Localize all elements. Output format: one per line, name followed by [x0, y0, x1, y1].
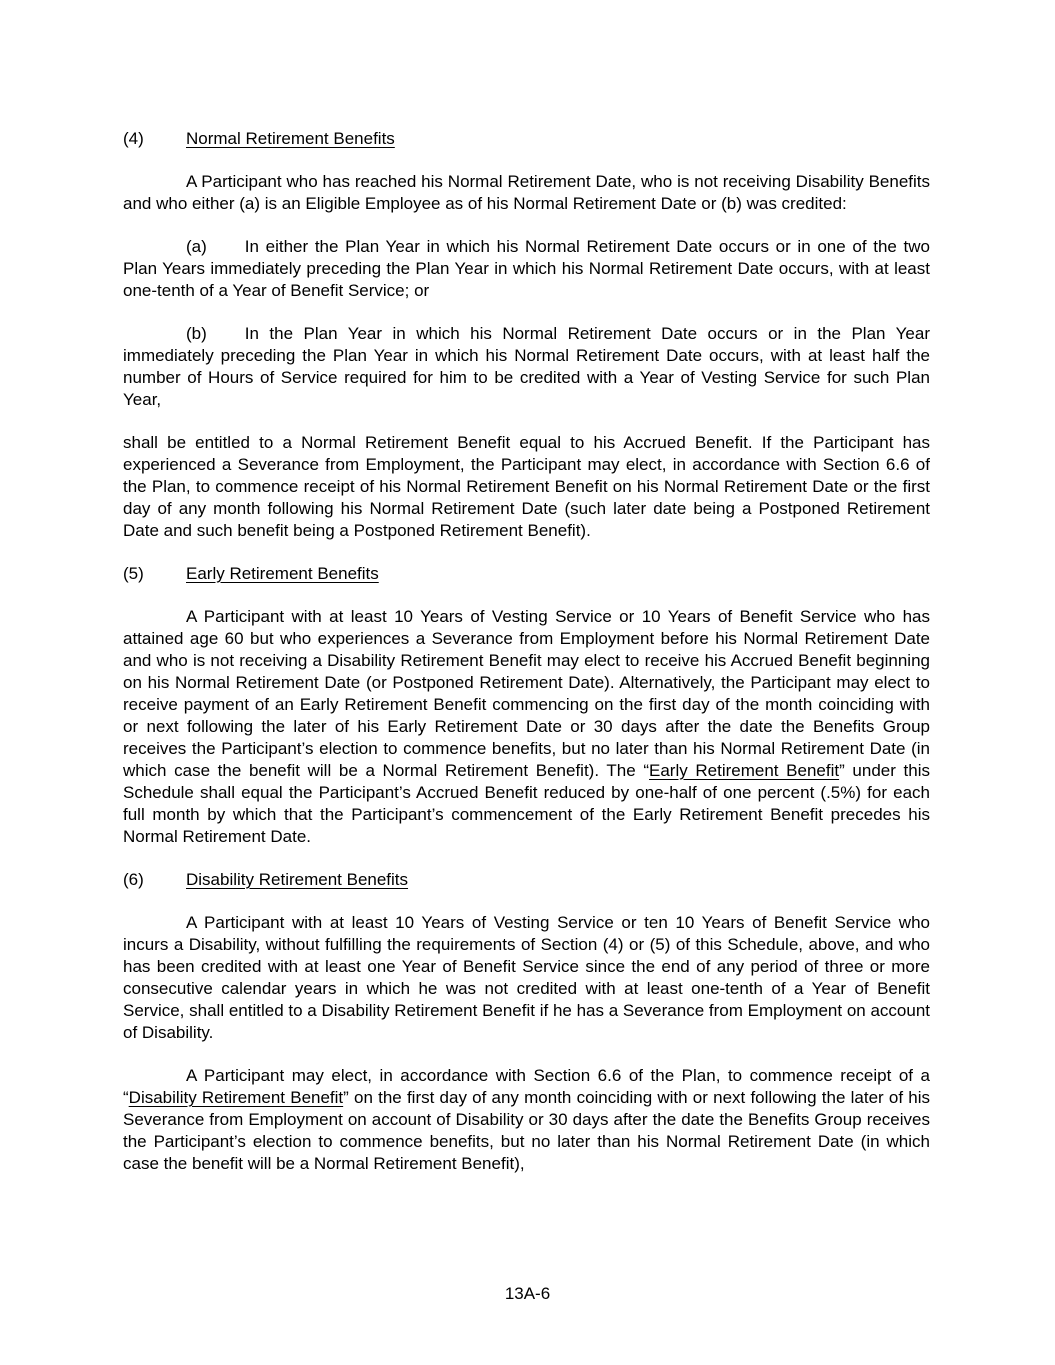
paragraph-text: A Participant with at least 10 Years of Vesting Service or 10 Years of Benefit Service who has attained age 60 but who experiences a Severance from Employment before his Normal Retirement Date and who is not receiving a Disability Retirement Benefit may elect to receive his Accrued Benefit beginning on his Normal Retirement Date (or Postponed Retirement Date). Alternatively, the Participant may elect to receive payment of an Early Retirement Benefit commencing on the first day of the month coinciding with or next following the later of his Early Retirement Date or 30 days after the date the Benefits Group receives the Participant’s election to commence benefits, but no later than his Normal Retirement Date (in which case the benefit will be a Normal Retirement Benefit). The “: [123, 607, 930, 780]
section-4-closing-paragraph: shall be entitled to a Normal Retirement Benefit equal to his Accrued Benefit. If the Participant has experienced a Severance from Employment, the Participant may elect, in accordance with Section 6.6 of the Plan, to commence receipt of his Normal Retirement Benefit on his Normal Retirement Date or the first day of any month following his Normal Retirement Date (such later date being a Postponed Retirement Date and such benefit being a Postponed Retirement Benefit).: [123, 433, 930, 540]
section-4-intro-paragraph: A Participant who has reached his Normal Retirement Date, who is not receiving Disability Benefits and who either (a) is an Eligible Employee as of his Normal Retirement Date or (b) was credited:: [123, 172, 930, 213]
section-4-number: (4): [123, 129, 144, 148]
item-b-label: (b): [186, 324, 207, 343]
paragraph-text: ” under this Schedule shall equal the Participant’s Accrued Benefit reduced by one-half of one percent (.5%) for each full month by which that the Participant’s commencement of the Early Retirement Benefit precedes his Normal Retirement Date.: [123, 761, 930, 846]
item-a-text: In either the Plan Year in which his Normal Retirement Date occurs or in one of the two Plan Years immediately preceding the Plan Year in which his Normal Retirement Date occurs, with at least one-tenth of a Year of Benefit Service; or: [123, 237, 930, 300]
item-b-text: In the Plan Year in which his Normal Retirement Date occurs or in the Plan Year immediately preceding the Plan Year in which his Normal Retirement Date occurs, with at least half the number of Hours of Service required for him to be credited with a Year of Vesting Service for such Plan Year,: [123, 324, 930, 409]
section-normal-retirement-benefits: [123, 128, 930, 542]
section-4-item-b: [123, 323, 930, 411]
section-6-paragraph-2: [123, 1065, 930, 1175]
document-body: [123, 128, 930, 1196]
section-5-heading: [123, 563, 930, 585]
section-6-title: Disability Retirement Benefits: [186, 870, 409, 889]
section-5-number: (5): [123, 564, 144, 583]
section-6-heading: [123, 869, 930, 891]
section-4-heading: [123, 128, 930, 150]
underlined-term-early-retirement-benefit: Early Retirement Benefit: [649, 761, 840, 780]
section-4-item-a: [123, 236, 930, 302]
section-6-number: (6): [123, 870, 144, 889]
section-5-paragraph: [123, 606, 930, 848]
section-5-title: Early Retirement Benefits: [186, 564, 379, 583]
page-number: 13A-6: [504, 1284, 551, 1303]
paragraph-text: ” on the first day of any month coinciding with or next following the later of his Severance from Employment on account of Disability or 30 days after the date the Benefits Group receives the Participant’s election to commence benefits, but no later than his Normal Retirement Date (in which case the benefit will be a Normal Retirement Benefit),: [123, 1088, 930, 1173]
item-a-label: (a): [186, 237, 207, 256]
paragraph-text: A Participant may elect, in accordance with Section 6.6 of the Plan, to commence receipt of a “: [123, 1066, 930, 1107]
section-6-paragraph-1: A Participant with at least 10 Years of Vesting Service or ten 10 Years of Benefit Service who incurs a Disability, without fulfilling the requirements of Section (4) or (5) of this Schedule, above, and who has been credited with at least one Year of Benefit Service since the end of any period of three or more consecutive calendar years in which he was not credited with at least one-tenth of a Year of Benefit Service, shall entitled to a Disability Retirement Benefit if he has a Severance from Employment on account of Disability.: [123, 913, 930, 1042]
underlined-term-disability-retirement-benefit: Disability Retirement Benefit: [128, 1088, 344, 1107]
section-disability-retirement-benefits: [123, 869, 930, 1175]
section-4-title: Normal Retirement Benefits: [186, 129, 395, 148]
section-early-retirement-benefits: [123, 563, 930, 848]
